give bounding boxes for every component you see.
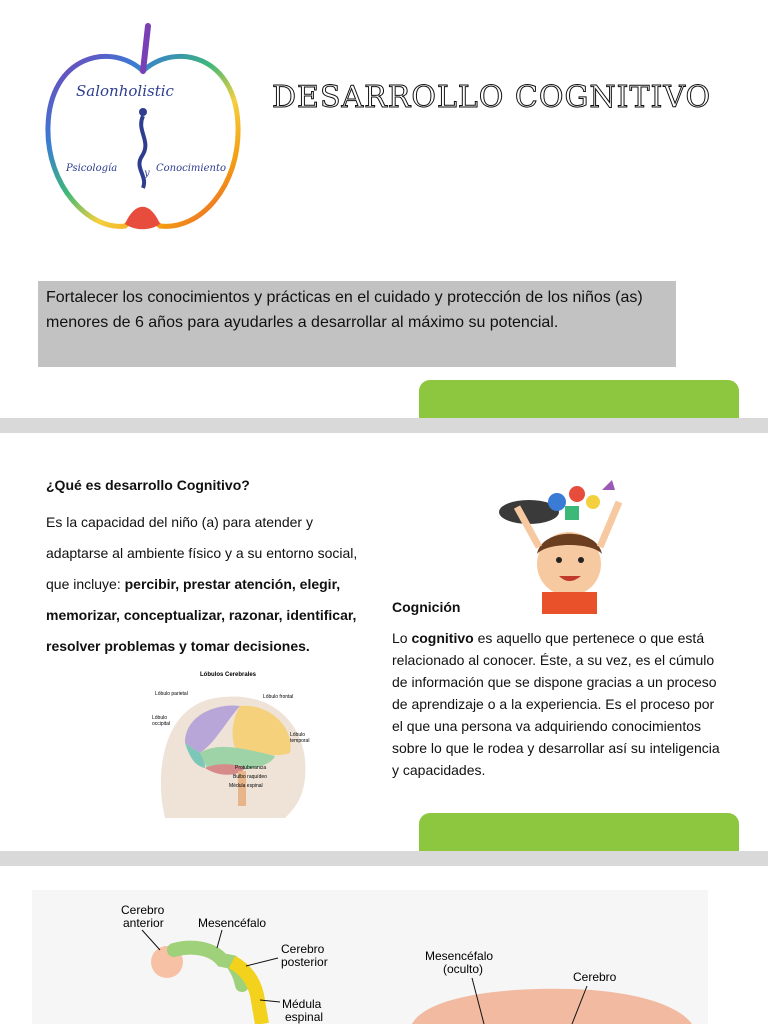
question-heading: ¿Qué es desarrollo Cognitivo? bbox=[46, 477, 250, 493]
page-title: DESARROLLO COGNITIVO bbox=[272, 80, 712, 115]
definition-plain: Es la capacidad del niño (a) para atender y adaptarse al ambiente físico y a su entorno social, que incluye: bbox=[46, 514, 358, 592]
cognition-rest: es aquello que pertenece o que está relacionado al conocer. Éste, a su vez, es el cúmulo de información que se dispone gracias a un proceso de aprendizaje o a la experiencia. Es el proceso por el que una persona va adquiriendo conocimientos sobre lo que le rodea y desarrollar así su inteligencia y capacidades. bbox=[392, 630, 720, 778]
definition-paragraph bbox=[46, 507, 376, 662]
logo-brand-text: Salonholistic bbox=[76, 82, 174, 100]
cognition-lo: Lo bbox=[392, 630, 412, 646]
label-lobulo-frontal: Lóbulo frontal bbox=[263, 694, 294, 700]
label-lobulo-temporal-1: Lóbulo bbox=[290, 732, 306, 738]
brain-lobes-diagram bbox=[145, 668, 317, 818]
logo-subtitle-right: Conocimiento bbox=[156, 163, 227, 174]
label-cerebro-posterior-1: Cerebro bbox=[281, 942, 325, 956]
label-lobulo-parietal: Lóbulo parietal bbox=[155, 691, 188, 697]
label-cerebro-anterior-1: Cerebro bbox=[121, 903, 165, 917]
label-mesencefalo-oculto-1: Mesencéfalo bbox=[425, 949, 494, 963]
section-band-2 bbox=[0, 851, 768, 866]
brain-diagram-title: Lóbulos Cerebrales bbox=[200, 672, 257, 678]
label-bulbo-raquideo: Bulbo raquídeo bbox=[233, 774, 267, 780]
cognition-heading: Cognición bbox=[392, 599, 461, 615]
label-medula-espinal-2: espinal bbox=[285, 1010, 324, 1024]
label-lobulo-occipital-1: Lóbulo bbox=[152, 715, 168, 721]
label-mesencefalo: Mesencéfalo bbox=[198, 916, 267, 930]
label-lobulo-occipital-2: occipital bbox=[152, 721, 171, 727]
salonholistic-logo bbox=[30, 16, 256, 242]
label-mesencefalo-oculto-2: (oculto) bbox=[443, 962, 484, 976]
section-band-1 bbox=[0, 418, 768, 433]
intro-text: Fortalecer los conocimientos y prácticas en el cuidado y protección de los niños (as) menores de 6 años para ayudarles a desarrollar al máximo su potencial. bbox=[38, 281, 676, 367]
label-medula-espinal: Médula espinal bbox=[229, 783, 263, 789]
definition-bold: percibir, prestar atención, elegir, memorizar, conceptualizar, razonar, identificar, resolver problemas y tomar decisiones. bbox=[46, 576, 357, 654]
label-protuberancia: Protuberancia bbox=[235, 765, 267, 771]
label-cerebro: Cerebro bbox=[573, 970, 617, 984]
label-cerebro-anterior-2: anterior bbox=[123, 916, 164, 930]
cognition-paragraph bbox=[392, 627, 722, 781]
label-lobulo-temporal-2: temporal bbox=[290, 738, 310, 744]
child-thinking-illustration bbox=[497, 472, 642, 614]
label-cerebro-posterior-2: posterior bbox=[281, 955, 328, 969]
brain-development-diagram bbox=[32, 890, 708, 1024]
label-medula-espinal-1: Médula bbox=[282, 997, 322, 1011]
logo-subtitle-left: Psicología bbox=[66, 163, 118, 174]
logo-subtitle-mid: y bbox=[144, 168, 150, 179]
cognition-bold: cognitivo bbox=[411, 630, 474, 646]
